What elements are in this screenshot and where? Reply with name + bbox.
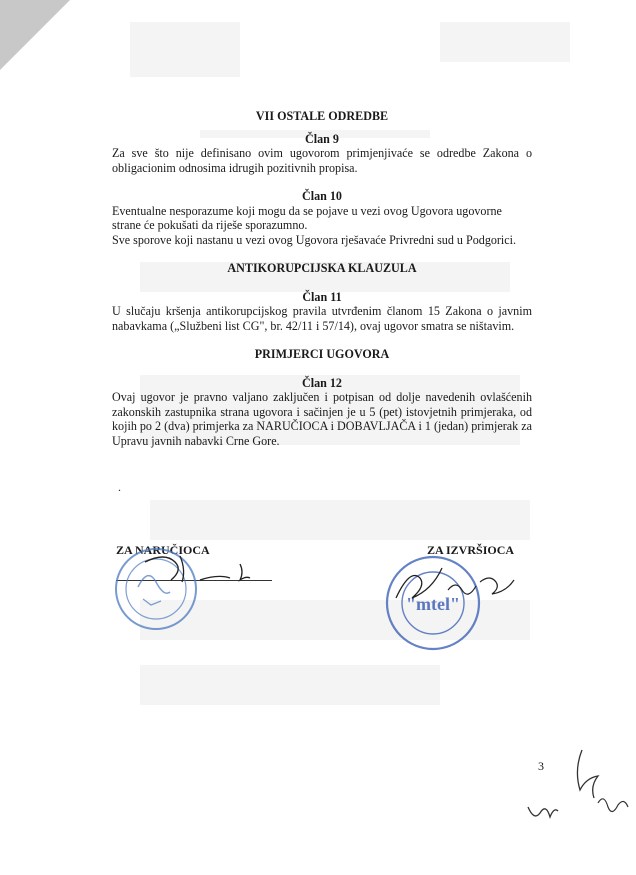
clan11-text: U slučaju kršenja antikorupcijskog pravila utvrđenim članom 15 Zakona o javnim nabavkama („Službeni list CG", br. 42/11 i 57/14), ovaj ugovor smatra se ništavim. (112, 304, 532, 333)
client-signature-label: ZA NARUČIOCA (116, 543, 210, 557)
document-body (112, 109, 532, 448)
contractor-signature-label: ZA IZVRŠIOCA (427, 543, 515, 557)
bleed-through-header-right (440, 22, 570, 62)
clan10-text-2: Sve sporove koji nastanu u vezi ovog Ugovora rješavaće Privredni sud u Podgorici. (112, 232, 517, 247)
bleed-through-text-6 (140, 665, 440, 705)
clan12-text: Ovaj ugovor je pravno valjano zaključen i potpisan od dolje navedenih ovlašćenih zakonskih zastupnika strana ugovora i sačinjen je u 5 (pet) istovjetnih primjeraka, od kojih po 2 (dva) primjerka za NARUČIOCA i DOBAVLJAČA i 1 (jedan) primjerak za Upravu javnih nabavki Crne Gore. (112, 390, 532, 448)
bleed-through-header (130, 22, 240, 77)
client-handwritten-signature-icon (140, 550, 280, 590)
clan10-title: Član 10 (302, 189, 342, 203)
clan9-text: Za sve što nije definisano ovim ugovorom primjenjivaće se odredbe Zakona o obligacionim odnosima idrugih pozitivnih propisa. (112, 146, 532, 175)
copies-title: PRIMJERCI UGOVORA (254, 347, 390, 361)
handwritten-initials-icon (520, 745, 630, 845)
clan12-title: Član 12 (302, 375, 342, 390)
clan9-title: Član 9 (305, 131, 339, 146)
contractor-handwritten-signature-icon (388, 560, 528, 610)
anticorruption-title: ANTIKORUPCIJSKA KLAUZULA (227, 261, 417, 275)
clan10-text-1: Eventualne nesporazume koji mogu da se pojave u vezi ovog Ugovora ugovorne strane će pokušati da riješe sporazumno. (112, 203, 502, 232)
bleed-through-text-4 (150, 500, 530, 540)
clan11-title: Član 11 (302, 289, 342, 304)
section-title: VII OSTALE ODREDBE (255, 109, 389, 123)
folded-corner (0, 0, 70, 70)
page-number: 3 (538, 759, 544, 773)
svg-text:"mtel": "mtel" (406, 594, 460, 614)
stray-mark: . (118, 480, 121, 494)
